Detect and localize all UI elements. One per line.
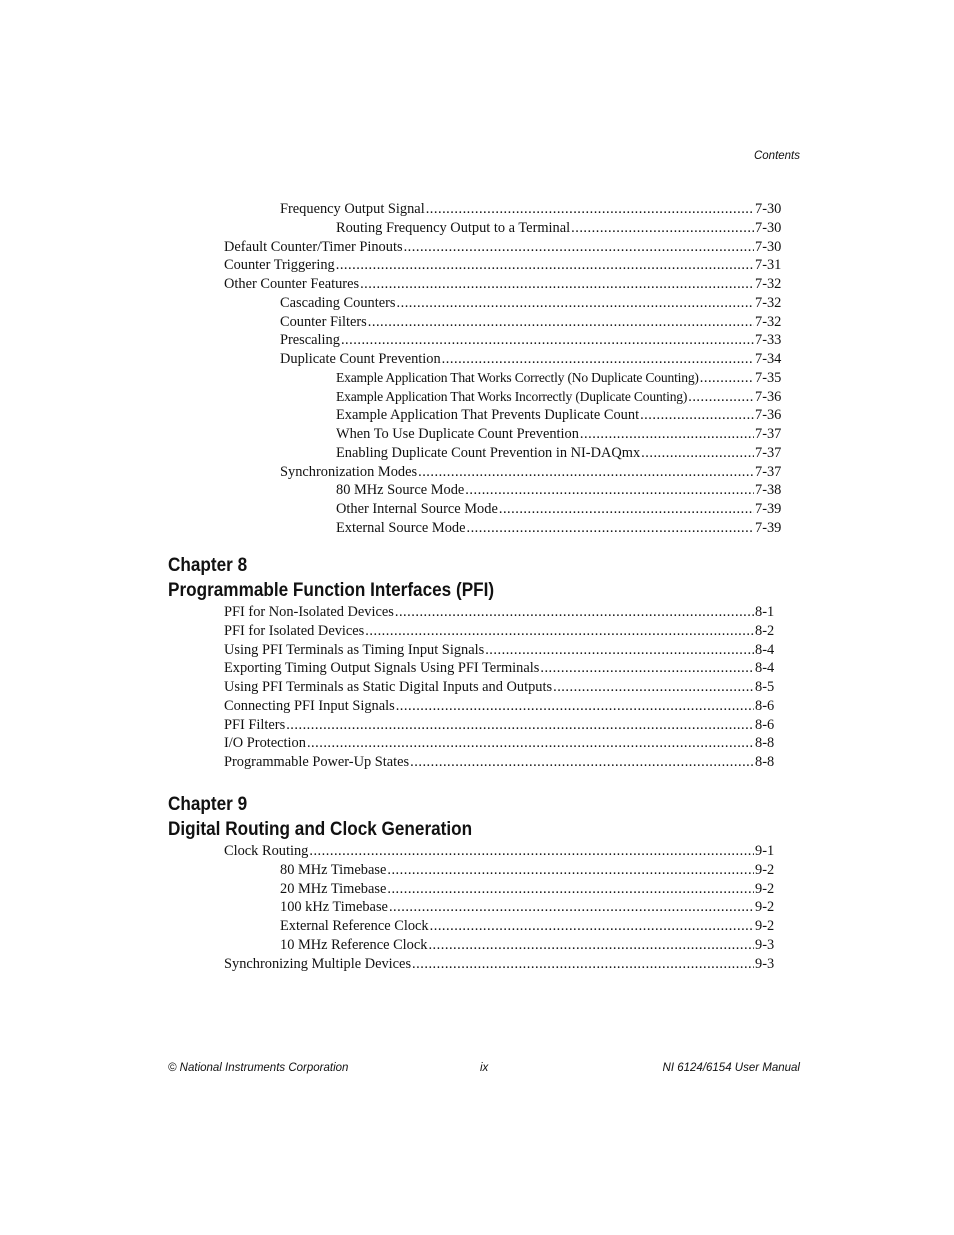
toc-entry-page: 7-32	[755, 294, 782, 311]
toc-entry-title: When To Use Duplicate Count Prevention	[336, 426, 579, 442]
toc-entry-title: External Source Mode	[336, 519, 466, 536]
toc-entry[interactable]	[168, 444, 784, 463]
dot-leader	[309, 842, 754, 861]
toc-entry-page: 9-1	[755, 843, 775, 859]
dot-leader	[499, 500, 754, 519]
toc-entry-page: 8-2	[755, 622, 775, 639]
footer-page-number: ix	[480, 1062, 489, 1074]
toc-entry-page: 8-5	[755, 679, 775, 695]
dot-leader	[641, 444, 754, 463]
toc-entry[interactable]	[168, 861, 784, 880]
dot-leader	[412, 955, 754, 974]
dot-leader	[688, 388, 754, 407]
toc-entry-title: Using PFI Terminals as Timing Input Signals	[224, 641, 485, 658]
toc-entry-page: 7-33	[755, 332, 782, 349]
toc-entry-title: Duplicate Count Prevention	[280, 351, 441, 367]
toc-entry[interactable]	[168, 331, 784, 350]
toc-entry[interactable]	[168, 734, 784, 753]
toc-entry-title: 10 MHz Reference Clock	[280, 936, 428, 953]
chapter-entries	[168, 842, 784, 973]
toc-entry[interactable]	[168, 898, 784, 917]
toc-entry-page: 7-30	[755, 219, 782, 236]
toc-entry[interactable]	[168, 753, 784, 772]
chapter-number: Chapter 9	[168, 793, 248, 815]
toc-entry-page: 7-39	[755, 501, 782, 517]
toc-chapter7-continued	[168, 200, 784, 538]
toc-entry[interactable]	[168, 622, 784, 641]
dot-leader	[360, 275, 754, 294]
toc-entry[interactable]	[168, 500, 784, 519]
toc-entry[interactable]	[168, 219, 784, 238]
dot-leader	[307, 734, 754, 753]
chapter-heading	[168, 553, 710, 603]
toc-entry[interactable]	[168, 641, 784, 660]
toc-entry-title: PFI for Non-Isolated Devices	[224, 604, 394, 620]
toc-entry-title: 80 MHz Timebase	[280, 861, 387, 878]
chapter-entries	[168, 603, 784, 772]
toc-entry-page: 7-36	[755, 407, 782, 424]
toc-entry-page: 9-3	[755, 955, 775, 972]
dot-leader	[553, 678, 754, 697]
toc-entry[interactable]	[168, 406, 784, 425]
toc-entry[interactable]	[168, 369, 784, 388]
toc-entry-page: 7-36	[755, 388, 782, 405]
dot-leader	[404, 238, 754, 257]
toc-entry-title: Prescaling	[280, 332, 340, 349]
toc-entry-title: Connecting PFI Input Signals	[224, 697, 395, 714]
dot-leader	[540, 659, 754, 678]
toc-entry-page: 8-1	[755, 604, 775, 620]
dot-leader	[428, 936, 754, 955]
footer-manual-title: NI 6124/6154 User Manual	[662, 1062, 800, 1074]
toc-entry-page: 7-34	[755, 351, 782, 367]
toc-entry-page: 7-39	[755, 519, 782, 536]
dot-leader	[465, 481, 754, 500]
dot-leader	[387, 880, 754, 899]
toc-entry[interactable]	[168, 256, 784, 275]
toc-entry[interactable]	[168, 955, 784, 974]
toc-entry[interactable]	[168, 519, 784, 538]
toc-entry-title: Other Internal Source Mode	[336, 501, 498, 517]
toc-entry-page: 9-2	[755, 918, 775, 934]
toc-entry[interactable]	[168, 388, 784, 407]
toc-entry[interactable]	[168, 880, 784, 899]
toc-entry[interactable]	[168, 200, 784, 219]
toc-entry-title: Frequency Output Signal	[280, 201, 425, 217]
toc-chapter9	[168, 792, 784, 973]
toc-entry-page: 9-2	[755, 880, 775, 897]
toc-entry-title: PFI Filters	[224, 716, 286, 733]
dot-leader	[466, 519, 754, 538]
toc-entry-page: 9-2	[755, 861, 775, 878]
toc-entry-page: 8-4	[755, 641, 775, 658]
dot-leader	[485, 641, 754, 660]
toc-entry-page: 7-30	[755, 238, 782, 255]
chapter-heading	[168, 792, 710, 842]
toc-entry[interactable]	[168, 294, 784, 313]
toc-entry-title: 20 MHz Timebase	[280, 880, 387, 897]
dot-leader	[426, 200, 754, 219]
dot-leader	[397, 294, 754, 313]
toc-entry-title: Synchronizing Multiple Devices	[224, 955, 412, 972]
toc-entry-page: 7-37	[755, 426, 782, 442]
toc-entry[interactable]	[168, 603, 784, 622]
toc-entry-page: 7-30	[755, 201, 782, 217]
toc-entry-title: External Reference Clock	[280, 918, 429, 934]
toc-entry-title: 100 kHz Timebase	[280, 899, 388, 916]
toc-entry[interactable]	[168, 917, 784, 936]
dot-leader	[700, 369, 754, 388]
dot-leader	[418, 463, 754, 482]
toc-entry-page: 7-32	[755, 313, 782, 330]
toc-entry[interactable]	[168, 716, 784, 735]
toc-entry-page: 8-6	[755, 716, 775, 733]
toc-entry-page: 7-32	[755, 276, 782, 292]
toc-entry-title: I/O Protection	[224, 735, 306, 752]
toc-entry[interactable]	[168, 697, 784, 716]
toc-entry-title: Enabling Duplicate Count Prevention in NI-DAQmx	[336, 444, 641, 461]
toc-entry-title: Counter Filters	[280, 313, 367, 330]
toc-entry-page: 9-3	[755, 936, 775, 953]
toc-entry[interactable]	[168, 275, 784, 294]
toc-entry-title: Routing Frequency Output to a Terminal	[336, 219, 571, 236]
chapter-title: Digital Routing and Clock Generation	[168, 818, 473, 840]
toc-entry-title: 80 MHz Source Mode	[336, 482, 465, 499]
toc-entry-title: Cascading Counters	[280, 294, 396, 311]
toc-entry-page: 8-4	[755, 660, 775, 677]
chapter-title: Programmable Function Interfaces (PFI)	[168, 579, 495, 601]
toc-entry-title: Example Application That Works Incorrectly (Duplicate Counting)	[336, 388, 688, 404]
running-head: Contents	[753, 150, 800, 162]
toc-entry-page: 7-37	[755, 444, 782, 461]
toc-entry[interactable]	[168, 313, 784, 332]
toc-entry[interactable]	[168, 659, 784, 678]
dot-leader	[389, 898, 754, 917]
dot-leader	[430, 917, 754, 936]
toc-entry-title: PFI for Isolated Devices	[224, 622, 365, 639]
toc-entry-title: Exporting Timing Output Signals Using PFI Terminals	[224, 660, 540, 677]
toc-entry-title: Programmable Power-Up States	[224, 754, 410, 770]
dot-leader	[580, 425, 754, 444]
dot-leader	[368, 313, 754, 332]
dot-leader	[442, 350, 754, 369]
footer-copyright: © National Instruments Corporation	[168, 1062, 349, 1074]
toc-chapter8	[168, 553, 784, 772]
toc-entry-page: 7-37	[755, 463, 782, 480]
toc-entry-title: Using PFI Terminals as Static Digital Inputs and Outputs	[224, 679, 553, 695]
dot-leader	[410, 753, 754, 772]
toc-entry-title: Clock Routing	[224, 843, 309, 859]
toc-entry[interactable]	[168, 350, 784, 369]
toc-entry[interactable]	[168, 678, 784, 697]
dot-leader	[336, 256, 754, 275]
dot-leader	[396, 697, 754, 716]
toc-entry-page: 7-35	[755, 369, 782, 386]
toc-entry-page: 8-6	[755, 697, 775, 714]
toc-entry[interactable]	[168, 842, 784, 861]
dot-leader	[365, 622, 754, 641]
toc-entry[interactable]	[168, 238, 784, 257]
toc-entry[interactable]	[168, 425, 784, 444]
dot-leader	[341, 331, 754, 350]
toc-entry-page: 7-31	[755, 257, 782, 274]
toc-entry-title: Default Counter/Timer Pinouts	[224, 238, 403, 255]
toc-entry-page: 7-38	[755, 482, 782, 499]
toc-entry-title: Counter Triggering	[224, 257, 335, 274]
dot-leader	[395, 603, 754, 622]
dot-leader	[387, 861, 754, 880]
toc-entry-title: Example Application That Works Correctly (No Duplicate Counting)	[336, 369, 699, 385]
toc-entry-page: 9-2	[755, 899, 775, 916]
toc-entry-page: 8-8	[755, 735, 775, 752]
toc-entry-title: Synchronization Modes	[280, 463, 418, 480]
dot-leader	[286, 716, 754, 735]
toc-entry-title: Example Application That Prevents Duplicate Count	[336, 407, 640, 424]
toc-entry[interactable]	[168, 936, 784, 955]
chapter-number: Chapter 8	[168, 554, 248, 576]
dot-leader	[571, 219, 754, 238]
dot-leader	[640, 406, 754, 425]
toc-entry-title: Other Counter Features	[224, 276, 360, 292]
toc-entry[interactable]	[168, 463, 784, 482]
toc-entry-page: 8-8	[755, 754, 775, 770]
toc-entry[interactable]	[168, 481, 784, 500]
